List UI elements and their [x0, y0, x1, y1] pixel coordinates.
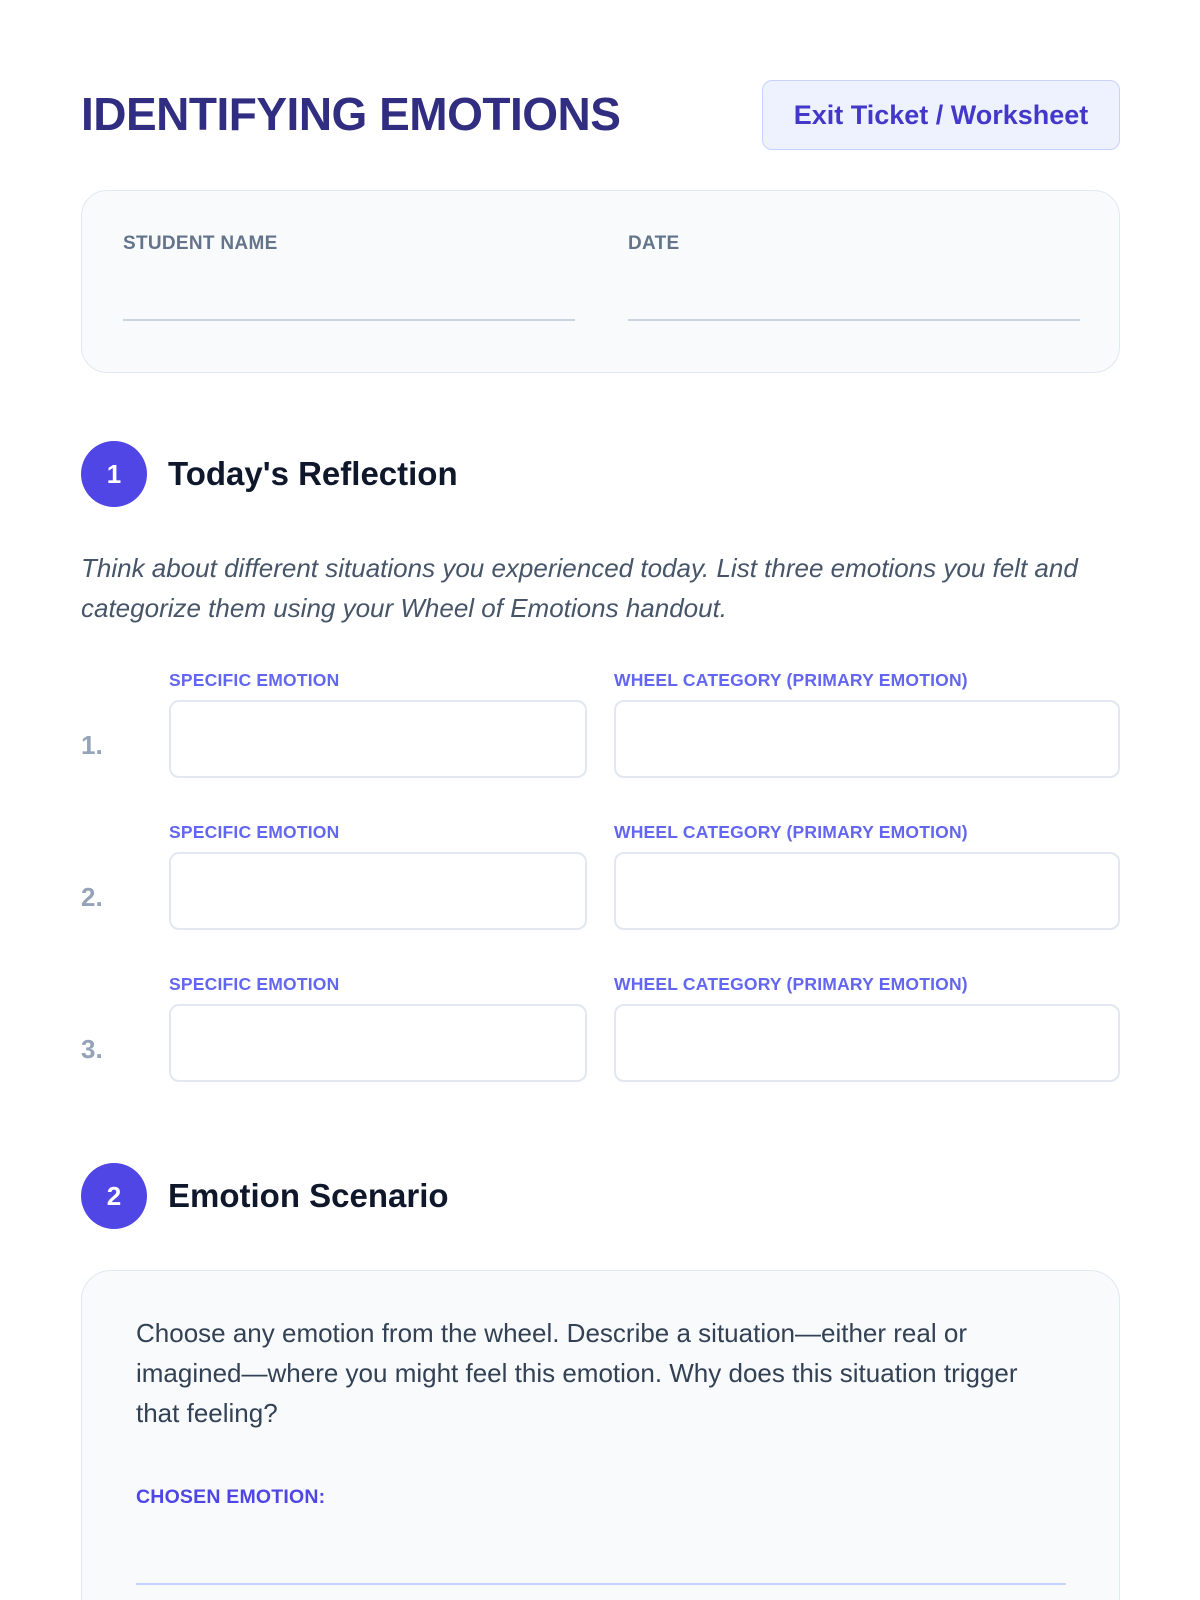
page-title: IDENTIFYING EMOTIONS: [81, 88, 621, 140]
section-1-number: 1: [81, 441, 147, 507]
wheel-category-input-2[interactable]: [614, 852, 1120, 930]
wheel-category-label: WHEEL CATEGORY (PRIMARY EMOTION): [614, 974, 968, 994]
specific-emotion-label: SPECIFIC EMOTION: [169, 974, 340, 994]
wheel-category-input-1[interactable]: [614, 700, 1120, 778]
emotion-row-3: [81, 974, 1120, 1094]
section-2-number: 2: [81, 1163, 147, 1229]
student-name-field[interactable]: [123, 233, 575, 255]
row-number: 3.: [81, 1034, 103, 1064]
emotion-scenario-card: [81, 1270, 1120, 1600]
date-line[interactable]: [628, 319, 1080, 321]
worksheet-header: [81, 80, 1120, 150]
section-2-title: Emotion Scenario: [168, 1177, 449, 1214]
wheel-category-label: WHEEL CATEGORY (PRIMARY EMOTION): [614, 822, 968, 842]
student-name-label: STUDENT NAME: [123, 233, 278, 254]
section-1-instructions: Think about different situations you experienced today. List three emotions you felt and categorize them using your Wheel of Emotions handout.: [81, 553, 1078, 623]
specific-emotion-input-3[interactable]: [169, 1004, 587, 1082]
section-2-heading: [81, 1163, 781, 1229]
row-number: 1.: [81, 730, 103, 760]
section-1-title: Today's Reflection: [168, 455, 458, 492]
specific-emotion-input-2[interactable]: [169, 852, 587, 930]
emotion-row-1: [81, 670, 1120, 790]
specific-emotion-input-1[interactable]: [169, 700, 587, 778]
worksheet-type-badge: Exit Ticket / Worksheet: [762, 80, 1120, 150]
scenario-prompt: Choose any emotion from the wheel. Describe a situation—either real or imagined—where you might feel this emotion. Why does this situation trigger that feeling?: [136, 1318, 1018, 1428]
emotion-row-2: [81, 822, 1120, 942]
chosen-emotion-line[interactable]: [136, 1583, 1066, 1585]
chosen-emotion-label: CHOSEN EMOTION:: [136, 1486, 326, 1508]
specific-emotion-label: SPECIFIC EMOTION: [169, 822, 340, 842]
date-label: DATE: [628, 233, 680, 254]
student-name-line[interactable]: [123, 319, 575, 321]
wheel-category-input-3[interactable]: [614, 1004, 1120, 1082]
student-info-card: [81, 190, 1120, 373]
specific-emotion-label: SPECIFIC EMOTION: [169, 670, 340, 690]
date-field[interactable]: [628, 233, 1080, 255]
row-number: 2.: [81, 882, 103, 912]
section-1-heading: [81, 441, 781, 507]
wheel-category-label: WHEEL CATEGORY (PRIMARY EMOTION): [614, 670, 968, 690]
